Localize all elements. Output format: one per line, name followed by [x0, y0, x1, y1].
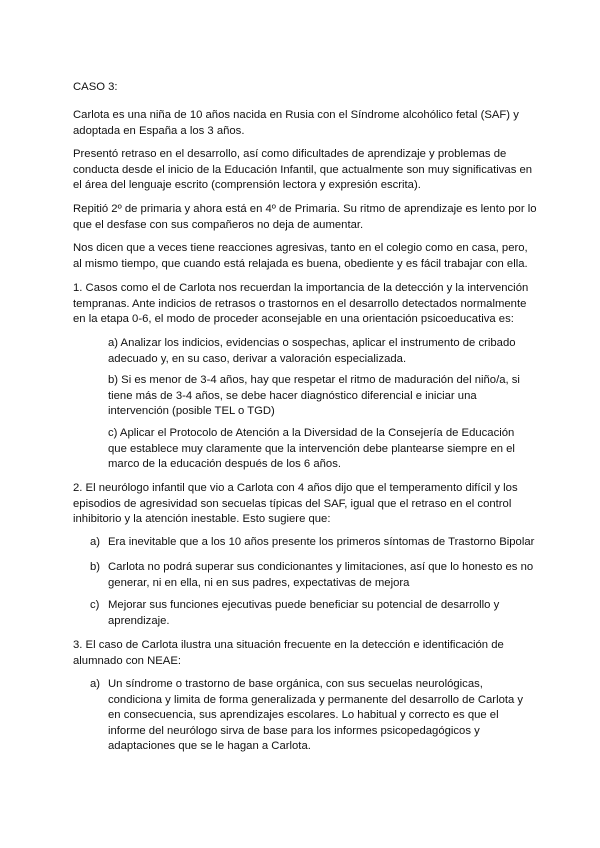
option-text: Mejorar sus funciones ejecutivas puede beneficiar su potencial de desarrollo y aprendizaje.	[108, 599, 500, 627]
question-2-stem: 2. El neurólogo infantil que vio a Carlota con 4 años dijo que el temperamento difícil y los episodios de agresividad son secuelas típicas del SAF, igual que el retraso en el control inhibitorio y la atención inestable. Esto sugiere que:	[73, 482, 518, 526]
case-title: CASO 3:	[73, 81, 118, 93]
question-1-option-b: b) Si es menor de 3-4 años, hay que respetar el ritmo de maduración del niño/a, si tiene más de 3-4 años, se debe hacer diagnóstico diferencial e iniciar una intervención (posible TEL o TGD)	[108, 374, 520, 418]
option-label: a)	[90, 536, 101, 548]
option-label: a)	[90, 678, 101, 690]
question-1-option-a: a) Analizar los indicios, evidencias o sospechas, aplicar el instrumento de cribado adecuado y, en su caso, derivar a valoración especializada.	[108, 337, 516, 365]
option-text: Carlota no podrá superar sus condicionantes y limitaciones, así que lo honesto es no generar, ni en ella, ni en sus padres, expectativas de mejora	[108, 561, 534, 589]
question-3-option-a	[90, 677, 524, 755]
option-label: b)	[90, 561, 101, 573]
paragraph-behavior: Nos dicen que a veces tiene reacciones agresivas, tanto en el colegio como en casa, pero, al mismo tiempo, que cuando está relajada es buena, obediente y es fácil trabajar con ella.	[73, 242, 528, 270]
paragraph-intro: Carlota es una niña de 10 años nacida en Rusia con el Síndrome alcohólico fetal (SAF) y adoptada en España a los 3 años.	[73, 109, 519, 137]
paragraph-schooling: Repitió 2º de primaria y ahora está en 4º de Primaria. Su ritmo de aprendizaje es lento por lo que el desfase con sus compañeros no deja de aumentar.	[73, 203, 537, 231]
option-text: Un síndrome o trastorno de base orgánica, con sus secuelas neurológicas, condiciona y limita de forma generalizada y permanente del desarrollo de Carlota y en consecuencia, sus aprendizajes escolares. Lo habitual y correcto es que el informe del neurólogo sirva de base para los informes psicopedagógicos y adaptaciones que se le hagan a Carlota.	[108, 678, 524, 753]
question-2-option-c	[90, 598, 510, 629]
question-2-option-b	[90, 560, 534, 591]
question-3-stem: 3. El caso de Carlota ilustra una situación frecuente en la detección e identificación de alumnado con NEAE:	[73, 639, 504, 667]
option-label: c)	[90, 599, 100, 611]
question-1-option-c: c) Aplicar el Protocolo de Atención a la Diversidad de la Consejería de Educación que establece muy claramente que la intervención debe plantearse siempre en el marco de la educación después de los 6 años.	[108, 427, 515, 471]
paragraph-development: Presentó retraso en el desarrollo, así como dificultades de aprendizaje y problemas de conducta desde el inicio de la Educación Infantil, que actualmente son muy significativas en el área del lenguaje escrito (comprensión lectora y expresión escrita).	[73, 148, 533, 192]
question-1-stem: 1. Casos como el de Carlota nos recuerdan la importancia de la detección y la intervención tempranas. Ante indicios de retrasos o trastornos en el desarrollo detectados normalmente en la etapa 0-6, el modo de proceder aconsejable en una orientación psicoeducativa es:	[73, 282, 529, 326]
question-2-option-a	[90, 535, 535, 551]
option-text: Era inevitable que a los 10 años presente los primeros síntomas de Trastorno Bipolar	[108, 536, 535, 548]
